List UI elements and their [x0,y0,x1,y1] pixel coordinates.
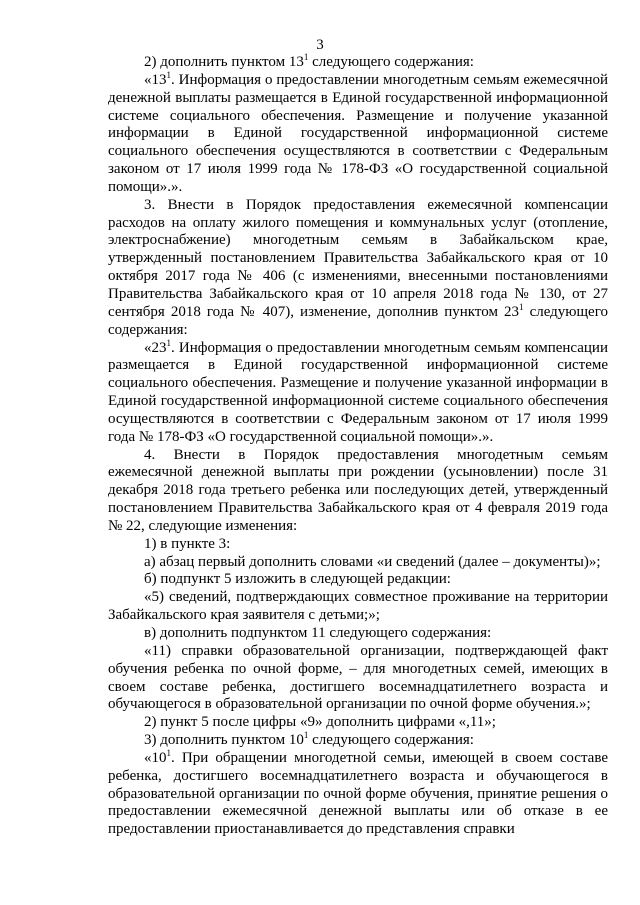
paragraph-subitem-1: 1) в пункте 3: [144,535,231,552]
paragraph-13-1-text: «$13^1$. Информация о предоставлении многодетным семьям ежемесячной денежной выплаты размещается в Единой государственной информационной системе социального обеспечения. Размещение и получение указанной информации в Единой государственной информационной системе социального обеспечения осуществляются в соответствии с Федеральным законом от 17 июля 1999 года № 178-ФЗ «О государственной социальной помощи».». [108,69,608,195]
paragraph-subitem-5-text: «5) сведений, подтверждающих совместное проживание на территории Забайкальского края заявителя с детьми;»; [108,589,608,624]
paragraph-23-1-text: «$23^1$. Информация о предоставлении многодетным семьям компенсации размещается в Единой государственной информационной системе социального обеспечения. Размещение и получение указанной информации в Единой государственной информационной системе социального обеспечения осуществляются в соответствии с Федеральным законом от 17 июля 1999 года № 178-ФЗ «О государственной социальной помощи».». [108,337,608,445]
document-body [108,54,608,839]
paragraph-subitem-2: 2) пункт 5 после цифры «9» дополнить цифрами «,11»; [144,714,496,731]
paragraph-subitem-11-text: «11) справки образовательной организации, подтверждающей факт обучения ребенка по очной форме, – для многодетных семей, имеющих в своем составе ребенка, достигшего восемнадцатилетнего возраста и обучающегося в образовательной организации по очной форме обучения.»; [108,642,608,713]
paragraph-subitem-v: в) дополнить подпунктом 11 следующего содержания: [144,625,492,641]
paragraph-item-4: 4. Внести в Порядок предоставления многодетным семьям ежемесячной денежной выплаты при рождении (усыновлении) после 31 декабря 2018 года третьего ребенка или последующих детей, утвержденный постановлением Правительства Забайкальского края от 4 февраля 2019 года № 22, следующие изменения: [108,446,608,534]
paragraph-10-1-text: «$10^1$. При обращении многодетной семьи, имеющей в своем составе ребенка, достигшего восемнадцатилетнего возраста и обучающегося в образовательной организации по очной форме обучения, принятие решения о предоставлении ежемесячной денежной выплаты или об отказе в ее предоставлении приостанавливается до представления справки [108,747,608,838]
paragraph-subitem-3: 3) дополнить пунктом $10^1$ следующего содержания: [144,730,474,749]
paragraph-subitem-b: б) подпункт 5 изложить в следующей редакции: [144,571,451,588]
paragraph-subitem-a: а) абзац первый дополнить словами «и сведений (далее – документы)»; [144,553,601,570]
paragraph-item-2: 2) дополнить пунктом $13^1$ следующего содержания: [144,52,474,70]
paragraph-item-3: 3. Внести в Порядок предоставления ежемесячной компенсации расходов на оплату жилого помещения и коммунальных услуг (отопление, электроснабжение) многодетным семьям в Забайкальском крае, утвержденный постановлением Правительства Забайкальского края от 10 октября 2017 года № 406 (с изменениями, внесенными постановлениями Правительства Забайкальского края от 10 апреля 2018 года № 130, от 27 сентября 2018 года № 407), изменение, дополнив пунктом $23^1$ следующего содержания: [108,196,608,338]
page-number: 3 [316,37,324,53]
